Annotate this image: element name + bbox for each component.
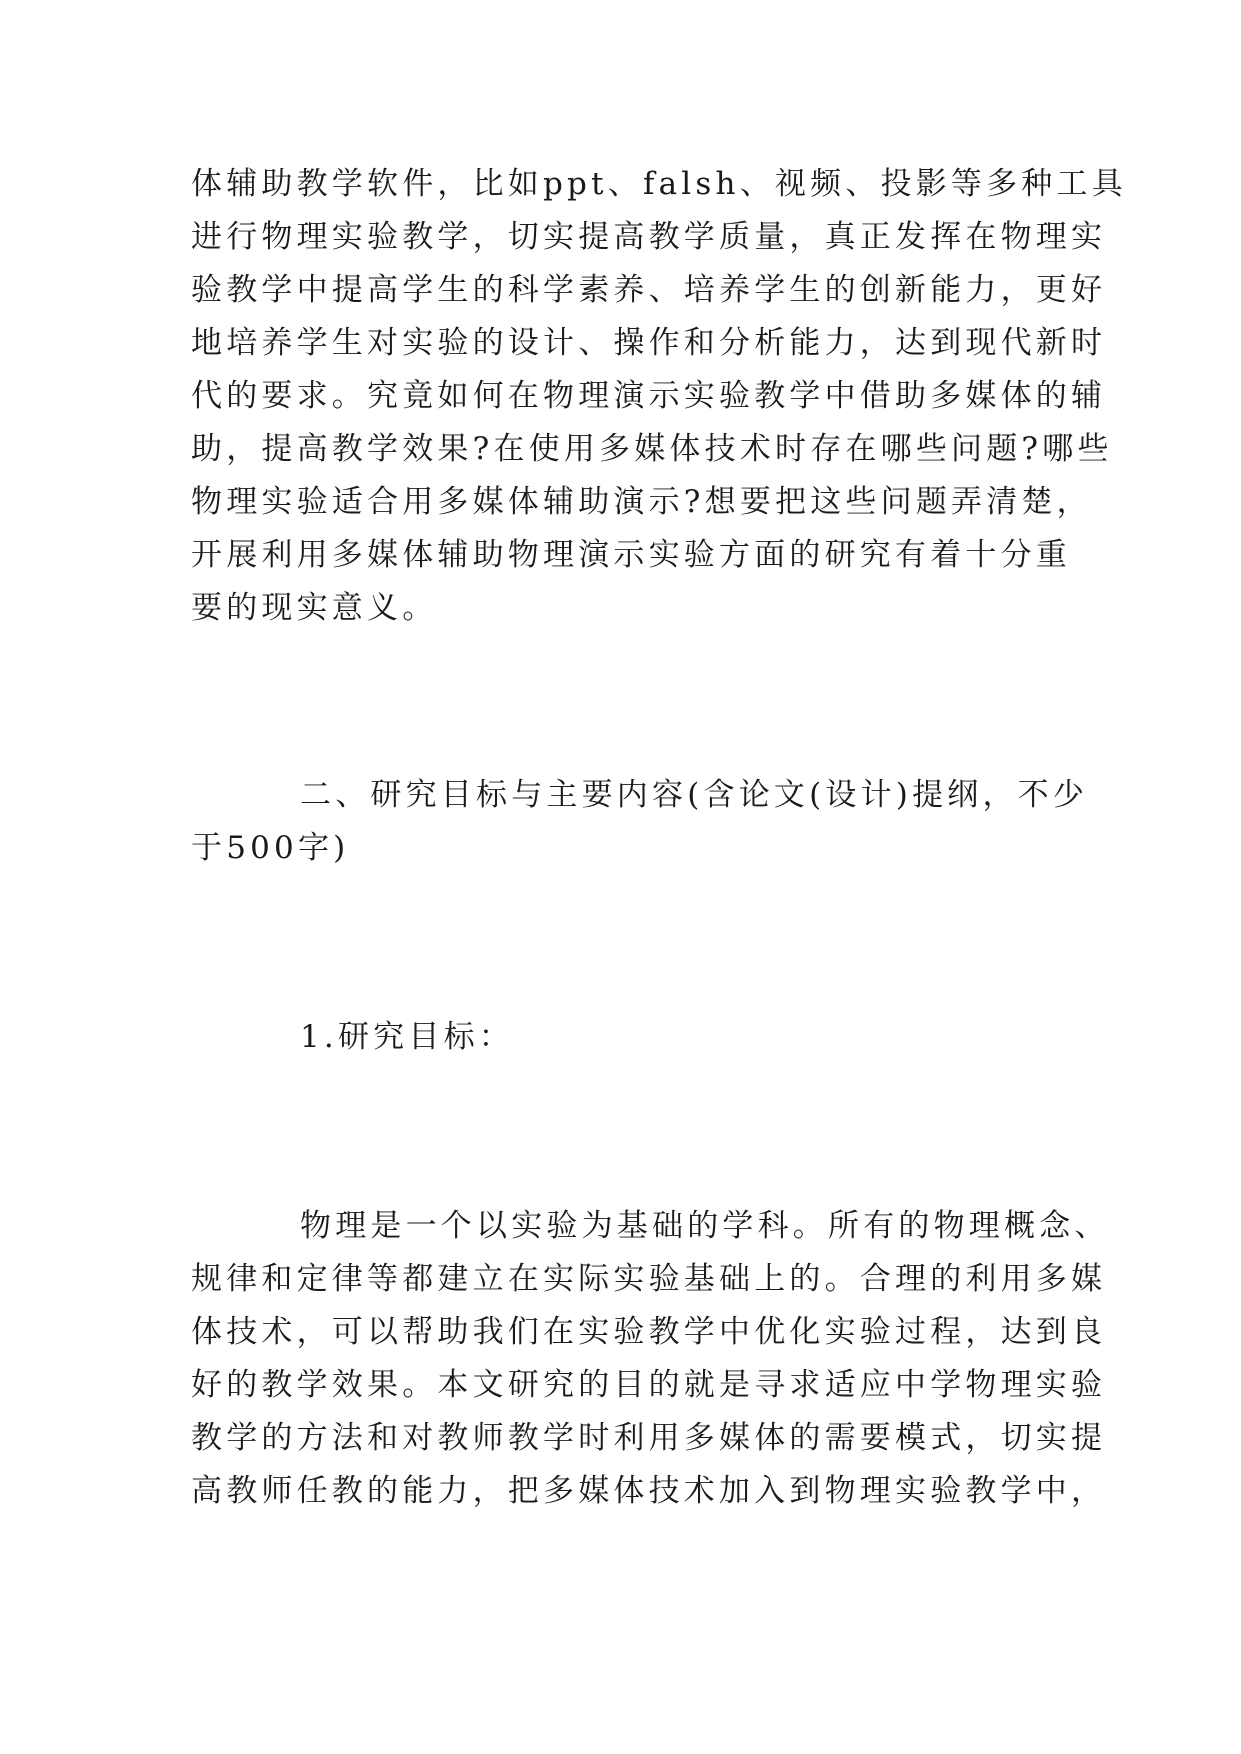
paragraph-line: 进行物理实验教学，切实提高教学质量，真正发挥在物理实 [191,219,1107,255]
paragraph-line: 教学的方法和对教师教学时利用多媒体的需要模式，切实提 [191,1420,1107,1456]
paragraph-line: 体技术，可以帮助我们在实验教学中优化实验过程，达到良 [191,1314,1107,1350]
paragraph-line: 验教学中提高学生的科学素养、培养学生的创新能力，更好 [191,272,1107,308]
section-heading: 二、研究目标与主要内容(含论文(设计)提纲，不少 [300,777,1089,813]
paragraph-line: 物理是一个以实验为基础的学科。所有的物理概念、 [300,1208,1110,1244]
paragraph-line: 代的要求。究竟如何在物理演示实验教学中借助多媒体的辅 [191,378,1107,414]
paragraph-line: 好的教学效果。本文研究的目的就是寻求适应中学物理实验 [191,1367,1107,1403]
section-heading-continued: 于500字) [191,830,350,866]
paragraph-line: 地培养学生对实验的设计、操作和分析能力，达到现代新时 [191,325,1107,361]
paragraph-line: 要的现实意义。 [191,590,438,626]
paragraph-line: 体辅助教学软件，比如ppt、falsh、视频、投影等多种工具 [191,166,1127,202]
paragraph-line: 规律和定律等都建立在实际实验基础上的。合理的利用多媒 [191,1261,1107,1297]
paragraph-line: 物理实验适合用多媒体辅助演示?想要把这些问题弄清楚， [191,484,1092,520]
paragraph-line: 高教师任教的能力，把多媒体技术加入到物理实验教学中， [191,1473,1107,1509]
paragraph-line: 助，提高教学效果?在使用多媒体技术时存在哪些问题?哪些 [191,431,1113,467]
subsection-heading: 1.研究目标： [300,1019,514,1055]
paragraph-line: 开展利用多媒体辅助物理演示实验方面的研究有着十分重 [191,537,1071,573]
